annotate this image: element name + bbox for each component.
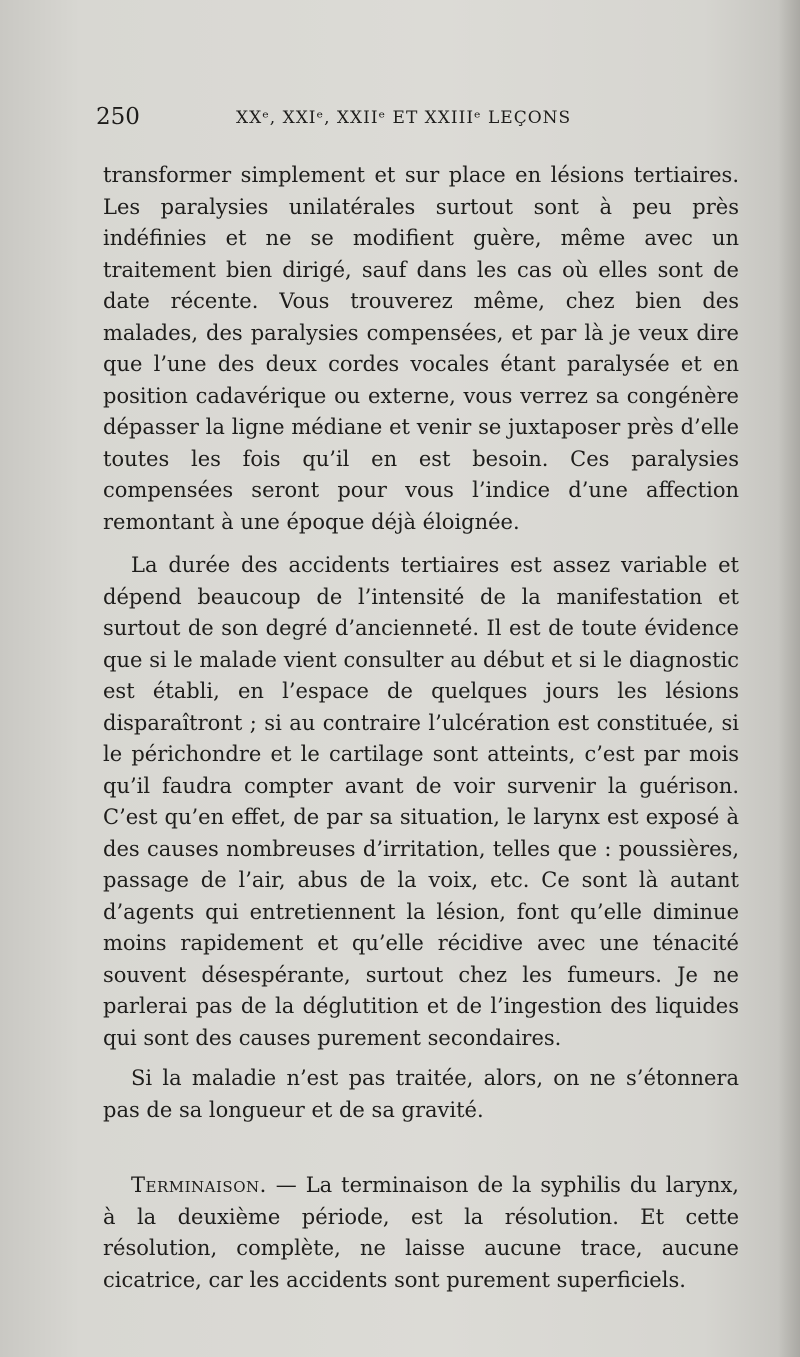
- body-text: [103, 160, 739, 1296]
- paragraph-continuation: transformer simplement et sur place en lésions tertiaires. Les paralysies unilatérales surtout sont à peu près indéfinies et ne se modifient guère, même avec un traitement bien dirigé, sauf dans les cas où elles sont de date récente. Vous trouverez même, chez bien des malades, des paralysies compensées, et par là je veux dire que l’une des deux cordes vocales étant paralysée et en position cadavérique ou externe, vous verrez sa congénère dépasser la ligne médiane et venir se juxtaposer près d’elle toutes les fois qu’il en est besoin. Ces paralysies compensées seront pour vous l’indice d’une affection remontant à une époque déjà éloignée.: [103, 163, 739, 534]
- paragraph-untreated: Si la maladie n’est pas traitée, alors, on ne s’étonnera pas de sa longueur et de sa gravité.: [103, 1066, 739, 1122]
- section-heading: Terminaison.: [131, 1173, 267, 1197]
- termination-text: — La terminaison de la syphilis du larynx, à la deuxième période, est la résolution. Et cette résolution, complète, ne laisse aucune trace, aucune cicatrice, car les accidents sont purement superficiels.: [103, 1173, 739, 1292]
- page-header: [96, 100, 736, 136]
- running-title: XXᵉ, XXIᵉ, XXIIᵉ ET XXIIIᵉ LEÇONS: [236, 108, 572, 128]
- paragraph-duration: La durée des accidents tertiaires est assez variable et dépend beaucoup de l’intensité de la manifestation et surtout de son degré d’ancienneté. Il est de toute évidence que si le malade vient consulter au début et si le diagnostic est établi, en l’espace de quelques jours les lésions disparaîtront ; si au contraire l’ulcération est constituée, si le périchondre et le cartilage sont atteints, c’est par mois qu’il faudra compter avant de voir survenir la guérison. C’est qu’en effet, de par sa situation, le larynx est exposé à des causes nombreuses d’irritation, telles que : poussières, passage de l’air, abus de la voix, etc. Ce sont là autant d’agents qui entretiennent la lésion, font qu’elle diminue moins rapidement et qu’elle récidive avec une ténacité souvent désespérante, surtout chez les fumeurs. Je ne parlerai pas de la déglutition et de l’ingestion des liquides qui sont des causes purement secondaires.: [103, 553, 739, 1050]
- page-number: 250: [96, 104, 140, 130]
- paragraph-termination: [103, 1170, 739, 1296]
- page-edge-shadow: [778, 0, 800, 1357]
